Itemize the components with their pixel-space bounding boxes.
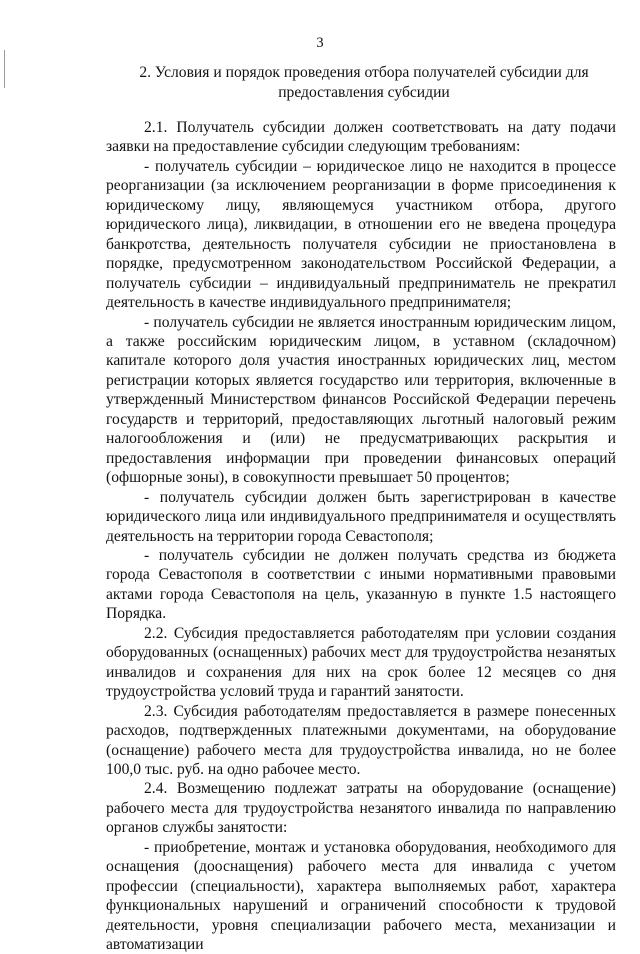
paragraph-equipment-costs: - приобретение, монтаж и установка оборудования, необходимого для оснащения (дооснащения) рабочего места для инвалида с учетом профессии (специальности), характера выполняемых работ, характера функциональных нарушений и ограничений способности к трудовой деятельности, уровня специализации рабочего места, механизации и автоматизации <box>106 838 616 954</box>
scan-edge-mark <box>4 50 5 88</box>
paragraph-2-1: 2.1. Получатель субсидии должен соответствовать на дату подачи заявки на предоставление субсидии следующим требованиям: <box>106 119 616 156</box>
paragraph-requirement-foreign-entity: - получатель субсидии не является иностранным юридическим лицом, а также российским юридическим лицом, в уставном (складочном) капитале которого доля участия иностранных юридических лиц, местом регистрации которых является государство или территория, включенные в утвержденный Министерством финансов Российской Федерации перечень государств и территорий, предоставляющих льготный налоговый режим налогообложения и (или) не предусматривающих раскрытия и предоставления информации при проведении финансовых операций (офшорные зоны), в совокупности превышает 50 процентов; <box>106 313 616 487</box>
paragraph-2-4: 2.4. Возмещению подлежат затраты на оборудование (оснащение) рабочего места для трудоустройства незанятого инвалида по направлению органов службы занятости: <box>106 780 616 837</box>
paragraph-requirement-reorganization: - получатель субсидии – юридическое лицо не находится в процессе реорганизации (за исключением реорганизации в форме присоединения к юридическому лицу, являющемуся участником отбора, другого юридического лица), ликвидации, в отношении его не введена процедура банкротства, деятельность получателя субсидии не приостановлена в порядке, предусмотренном законодательством Российской Федерации, а получатель субсидии – индивидуальный предприниматель не прекратил деятельность в качестве индивидуального предпринимателя; <box>106 157 616 312</box>
section-heading: 2. Условия и порядок проведения отбора получателей субсидии для предоставления субсидии <box>139 64 589 101</box>
paragraph-requirement-registration: - получатель субсидии должен быть зарегистрирован в качестве юридического лица или индивидуального предпринимателя и осуществлять деятельность на территории города Севастополя; <box>106 488 616 545</box>
paragraph-2-3: 2.3. Субсидия работодателям предоставляется в размере понесенных расходов, подтвержденных платежными документами, на оборудование (оснащение) рабочего места для трудоустройства инвалида, но не более 100,0 тыс. руб. на одно рабочее место. <box>106 702 616 778</box>
paragraph-2-2: 2.2. Субсидия предоставляется работодателям при условии создания оборудованных (оснащенных) рабочих мест для трудоустройства незанятых инвалидов и сохранения для них на срок более 12 месяцев со дня трудоустройства условий труда и гарантий занятости. <box>106 624 616 701</box>
page-number: 3 <box>316 35 324 51</box>
document-body <box>106 118 616 954</box>
paragraph-requirement-budget-funds: - получатель субсидии не должен получать средства из бюджета города Севастополя в соответствии с иными нормативными правовыми актами города Севастополя на цель, указанную в пункте 1.5 настоящего Порядка. <box>106 546 616 623</box>
